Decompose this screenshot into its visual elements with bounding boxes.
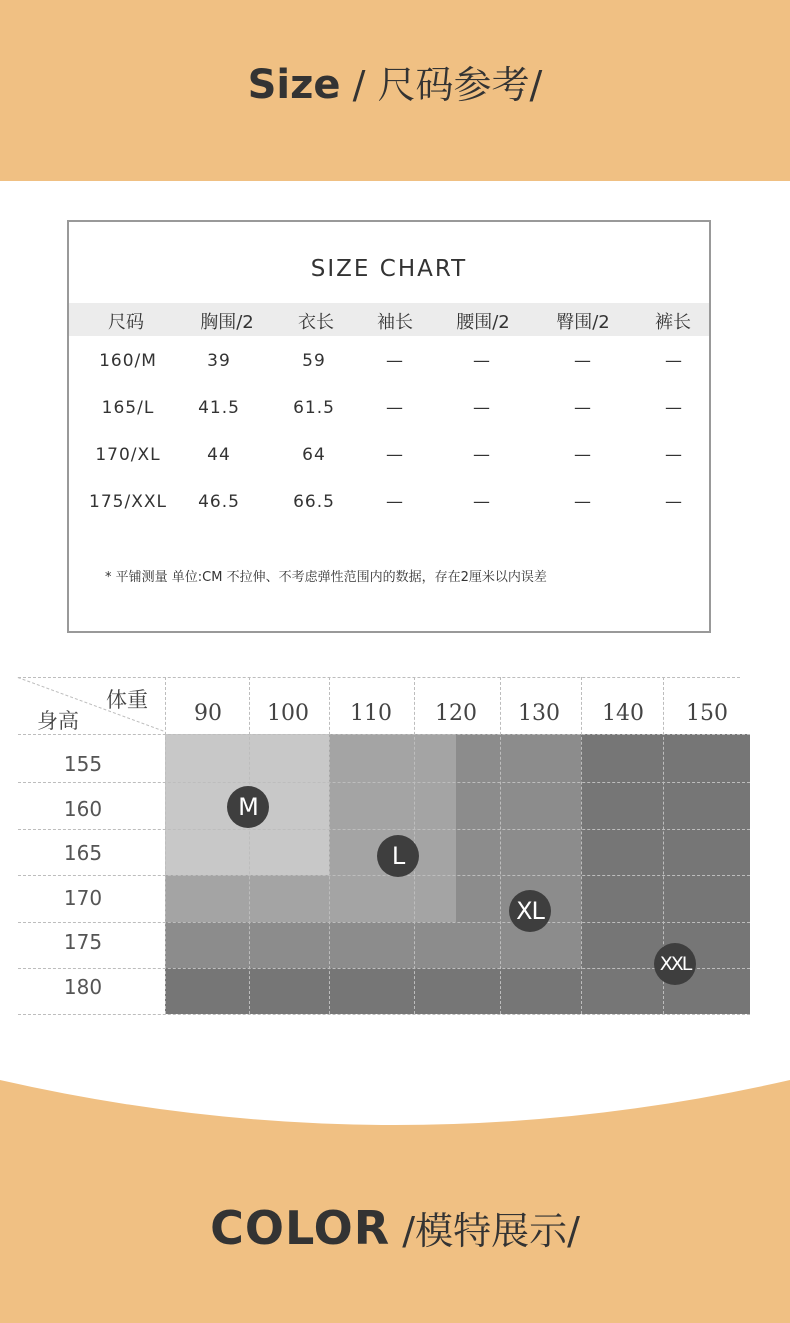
header-length: 衣长 <box>298 312 334 333</box>
table-cell: 175/XXL <box>89 492 167 512</box>
height-axis-caption: 身高 <box>37 709 79 733</box>
measurement-note: * 平铺测量 单位:CM 不拉伸、不考虑弹性范围内的数据，存在2厘米以内误差 <box>105 570 547 585</box>
weight-label: 130 <box>518 701 560 726</box>
table-cell: — <box>473 351 491 371</box>
table-cell: — <box>473 398 491 418</box>
size-chart-title: SIZE CHART <box>310 256 468 282</box>
height-label: 155 <box>63 752 103 776</box>
table-cell: — <box>574 398 592 418</box>
table-cell: — <box>574 492 592 512</box>
grid-line <box>581 677 582 1014</box>
grid-line <box>165 677 166 1014</box>
header-size: 尺码 <box>108 312 144 333</box>
color-heading-cn: 模特展示 <box>415 1209 568 1253</box>
table-cell: 66.5 <box>293 492 335 512</box>
weight-label: 140 <box>602 701 644 726</box>
grid-line <box>18 829 750 830</box>
height-label: 180 <box>63 975 103 999</box>
weight-label: 120 <box>435 701 477 726</box>
color-heading-sep-close: / <box>567 1209 580 1253</box>
table-cell: — <box>665 398 683 418</box>
weight-label: 150 <box>686 701 728 726</box>
header-chest: 胸围/2 <box>200 312 254 333</box>
height-label: 165 <box>63 841 103 865</box>
table-cell: — <box>665 445 683 465</box>
size-heading-sep-close: / <box>529 63 543 107</box>
table-cell: — <box>665 492 683 512</box>
weight-label: 110 <box>350 701 392 726</box>
header-hip: 臀围/2 <box>556 312 610 333</box>
grid-line <box>329 677 330 1014</box>
color-heading-en: COLOR <box>210 1201 391 1255</box>
grid-line <box>18 1014 750 1015</box>
grid-line <box>18 734 750 735</box>
header-pants-length: 裤长 <box>655 312 691 333</box>
table-cell: — <box>386 445 404 465</box>
table-cell: — <box>574 445 592 465</box>
header-waist: 腰围/2 <box>456 312 510 333</box>
size-heading-cn: 尺码参考 <box>377 63 530 107</box>
size-heading-sep-open: / <box>340 63 378 107</box>
table-cell: — <box>386 398 404 418</box>
color-heading-sep-open: / <box>390 1209 416 1253</box>
height-label: 170 <box>63 886 103 910</box>
table-cell: — <box>473 445 491 465</box>
size-badge-xl: XL <box>509 890 551 932</box>
table-cell: 64 <box>302 445 326 465</box>
table-cell: 59 <box>302 351 326 371</box>
grid-line <box>18 922 750 923</box>
grid-line <box>18 968 750 969</box>
table-cell: 160/M <box>99 351 157 371</box>
weight-label: 90 <box>194 701 222 726</box>
grid-line <box>500 677 501 1014</box>
table-cell: 39 <box>207 351 231 371</box>
size-badge-m: M <box>227 786 269 828</box>
table-cell: 46.5 <box>198 492 240 512</box>
color-heading <box>0 1200 790 1255</box>
table-cell: 61.5 <box>293 398 335 418</box>
grid-line <box>18 782 750 783</box>
table-cell: — <box>665 351 683 371</box>
table-cell: — <box>473 492 491 512</box>
table-cell: 165/L <box>101 398 155 418</box>
table-cell: 44 <box>207 445 231 465</box>
table-cell: 41.5 <box>198 398 240 418</box>
size-heading-en: Size <box>247 62 341 108</box>
height-label: 160 <box>63 797 103 821</box>
grid-line <box>18 677 740 678</box>
grid-line <box>249 677 250 1014</box>
size-badge-xxl: XXL <box>654 943 696 985</box>
weight-axis-caption: 体重 <box>106 688 148 712</box>
table-cell: — <box>386 492 404 512</box>
table-cell: — <box>386 351 404 371</box>
table-cell: — <box>574 351 592 371</box>
table-cell: 170/XL <box>95 445 161 465</box>
header-sleeve: 袖长 <box>377 312 413 333</box>
height-label: 175 <box>63 930 103 954</box>
weight-label: 100 <box>267 701 309 726</box>
size-badge-l: L <box>377 835 419 877</box>
grid-line <box>18 875 750 876</box>
